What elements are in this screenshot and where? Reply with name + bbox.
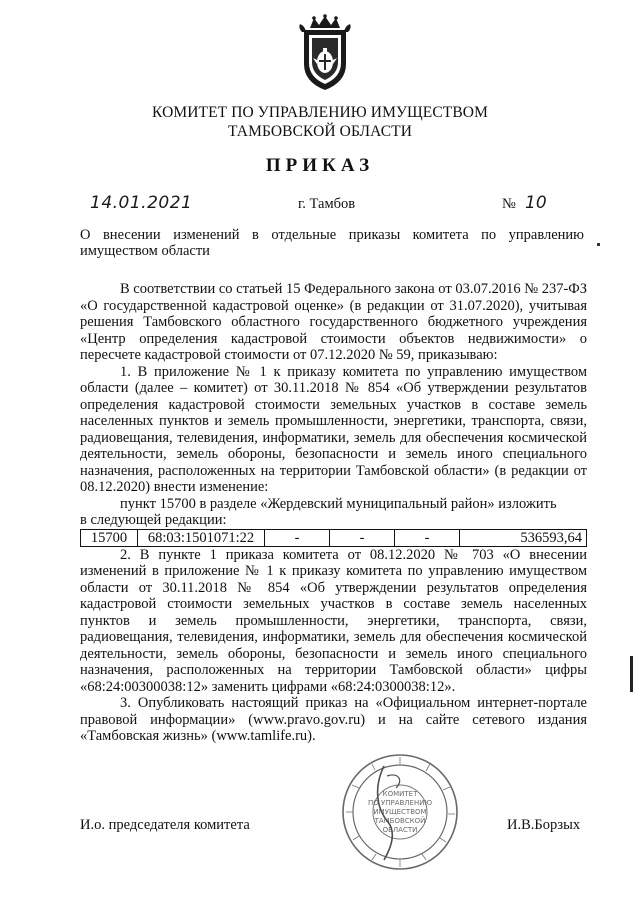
scan-edge-mark <box>630 656 633 692</box>
table-cell-item: 15700 <box>81 529 138 546</box>
table-cell-empty-1: - <box>265 529 330 546</box>
handwritten-number: 10 <box>525 193 547 213</box>
paragraph-1-tail: в следующей редакции: <box>80 512 227 528</box>
paragraph-2: 2. В пункте 1 приказа комитета от 08.12.2020 № 703 «О внесении изменений в приложение № 1 к приказу комитета по управлению имуществом области от 30.11.2018 № 854 «Об утверждении результатов определения кадастровой стоимости земельных участков в составе земель населенных пунктов и земель промышленности, энергетики, транспорта, связи, радиовещания, телевидения, информатики, земель для обеспечения космической деятельности, земель обороны, безопасности и земель иного специального назначения, расположенных на территории Тамбовской области» цифры «68:24:00300038:12» заменить цифрами «68:24:0300038:12». <box>80 546 587 695</box>
document-city: г. Тамбов <box>298 196 356 212</box>
document-body <box>80 281 587 745</box>
cadastral-table <box>80 529 587 547</box>
signatory-position: И.о. председателя комитета <box>80 817 250 833</box>
document-title: ПРИКАЗ <box>265 155 375 176</box>
table-row <box>81 529 587 546</box>
organization-name-line2: ТАМБОВСКОЙ ОБЛАСТИ <box>228 123 412 140</box>
paragraph-1-point: пункт 15700 в разделе «Жердевский муниципальный район» изложить <box>120 495 557 512</box>
coat-of-arms-icon <box>296 14 354 92</box>
seal-text-4: ТАМБОВСКОЙ <box>374 817 426 825</box>
signatory-name: И.В.Борзых <box>507 817 581 833</box>
table-cell-empty-3: - <box>395 529 460 546</box>
official-seal-icon <box>340 752 460 872</box>
organization-name-line1: КОМИТЕТ ПО УПРАВЛЕНИЮ ИМУЩЕСТВОМ <box>152 104 488 121</box>
document-subject: О внесении изменений в отдельные приказы комитета по управлению имуществом области <box>80 227 584 259</box>
paragraph-1: 1. В приложение № 1 к приказу комитета по управлению имуществом области (далее – комитет) от 30.11.2018 № 854 «Об утверждении результатов определения кадастровой стоимости земельных участков в составе земель населенных пунктов и земель промышленности, энергетики, транспорта, связи, радиовещания, телевидения, информатики, земель для обеспечения космической деятельности, земель обороны, безопасности и земель иного специального назначения, расположенных на территории Тамбовской области» (в редакции от 08.12.2020) внести изменение: <box>80 363 587 495</box>
seal-text-1: КОМИТЕТ <box>382 790 418 798</box>
scan-speck <box>597 243 600 246</box>
handwritten-date: 14.01.2021 <box>90 193 193 213</box>
document-number-label: № <box>502 196 516 212</box>
seal-text-5: ОБЛАСТИ <box>382 826 418 834</box>
table-cell-value: 536593,64 <box>460 529 587 546</box>
intro-paragraph: В соответствии со статьей 15 Федерального закона от 03.07.2016 № 237-ФЗ «О государственной кадастровой оценке» (в редакции от 31.07.2020), учитывая решения Тамбовского областного государственного бюджетного учреждения «Центр определения кадастровой стоимости объектов недвижимости» о пересчете кадастровой стоимости от 07.12.2020 № 59, приказываю: <box>80 281 587 363</box>
seal-text-3: ИМУЩЕСТВОМ <box>373 808 427 816</box>
table-cell-empty-2: - <box>330 529 395 546</box>
paragraph-3: 3. Опубликовать настоящий приказ на «Официальном интернет-портале правовой информации» (www.pravo.gov.ru) и на сайте сетевого издания «Тамбовская жизнь» (www.tamlife.ru). <box>80 695 587 744</box>
table-cell-cadastral-number: 68:03:1501071:22 <box>138 529 265 546</box>
seal-text-2: ПО УПРАВЛЕНИЮ <box>367 799 433 807</box>
